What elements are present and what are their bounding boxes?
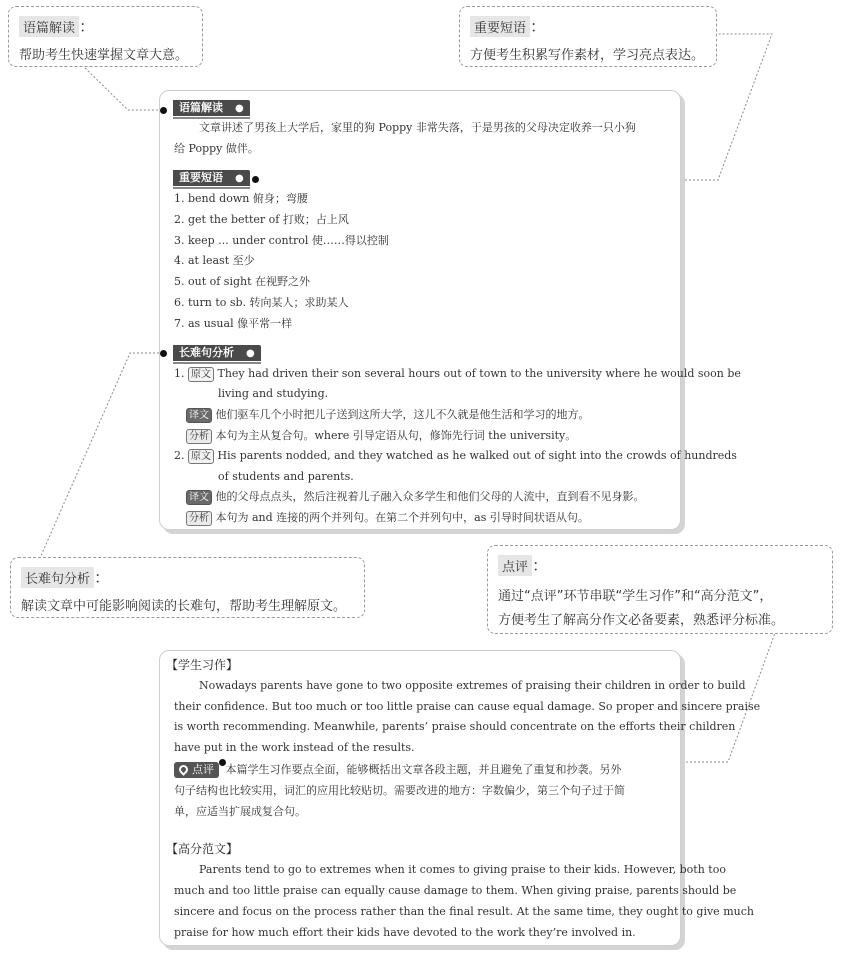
comment-badge-label: 点评 — [192, 763, 214, 776]
location-pin-icon — [177, 763, 190, 776]
phrase-item: 7. as usual 像平常一样 — [174, 317, 293, 330]
callout-colon: ： — [94, 568, 111, 587]
tag-sentence-analysis — [173, 345, 261, 361]
student-essay-line: their confidence. But too much or too little praise can cause equal damage. So proper and sincere praise — [174, 700, 761, 713]
tag-dot-icon: ● — [235, 103, 244, 114]
callout-body: 方便考生积累写作素材，学习亮点表达。 — [470, 48, 705, 63]
student-essay-line: have put in the work instead of the results. — [174, 741, 415, 754]
tag-label: 语篇解读 — [179, 101, 223, 114]
anchor-dot — [160, 107, 167, 114]
model-essay-line: praise for how much effort their kids have devoted to the work they’re involved in. — [174, 926, 636, 939]
comment-text: 本篇学生习作要点全面，能够概括出文章各段主题，并且避免了重复和抄袭。另外 — [225, 763, 622, 776]
anchor-dot — [160, 350, 167, 357]
translation-text: 他们驱车几个小时把儿子送到这所大学，这儿不久就是他生活和学习的地方。 — [215, 408, 590, 421]
callout-key-phrases — [459, 6, 717, 67]
anchor-dot — [219, 759, 226, 766]
callout-passage-reading — [8, 6, 203, 67]
phrase-item: 4. at least 至少 — [174, 254, 255, 267]
tag-label: 重要短语 — [179, 171, 223, 184]
model-essay-title: 【高分范文】 — [166, 842, 239, 856]
callout-colon: ： — [530, 17, 547, 36]
sentence-2-translation — [186, 489, 645, 505]
callout-body: 帮助考生快速掌握文章大意。 — [19, 48, 189, 63]
model-essay-line: much and too little praise can equally cause damage to them. When giving praise, parents should be — [174, 884, 737, 897]
tag-key-phrases — [173, 170, 250, 186]
sentence-2-analysis — [186, 510, 589, 526]
sentence-1-original-cont: living and studying. — [218, 387, 329, 400]
connector-sentences — [40, 353, 163, 558]
model-essay-line: Parents tend to go to extremes when it comes to giving praise to their kids. However, both too — [199, 863, 726, 876]
phrase-item: 2. get the better of 打败；占上风 — [174, 213, 349, 226]
sentence-1-original — [174, 366, 741, 382]
comment-line3: 单，应适当扩展成复合句。 — [174, 805, 306, 818]
anchor-dot — [252, 176, 259, 183]
analysis-text: 本句为主从复合句。where 引导定语从句，修饰先行词 the university。 — [215, 429, 577, 442]
sentence-text: His parents nodded, and they watched as he walked out of sight into the crowds of hundreds — [217, 449, 737, 462]
sentence-number: 1. — [174, 367, 185, 380]
student-essay-line: is worth recommending. Meanwhile, parents’ praise should concentrate on the efforts their children — [174, 720, 736, 733]
label-analysis: 分析 — [186, 511, 212, 526]
callout-title: 语篇解读 — [19, 16, 79, 37]
label-translation: 译文 — [186, 490, 212, 505]
sentence-2-original-cont: of students and parents. — [218, 470, 354, 483]
tag-label: 长难句分析 — [179, 346, 234, 359]
tag-passage-reading — [173, 100, 250, 116]
callout-title: 点评 — [498, 555, 532, 576]
phrase-item: 6. turn to sb. 转向某人；求助某人 — [174, 296, 349, 309]
passage-summary-line2: 给 Poppy 做伴。 — [174, 142, 259, 155]
callout-body: 解读文章中可能影响阅读的长难句，帮助考生理解原文。 — [21, 599, 347, 614]
student-essay-title: 【学生习作】 — [166, 658, 239, 672]
label-analysis: 分析 — [186, 429, 212, 444]
label-translation: 译文 — [186, 408, 212, 423]
callout-sentence-analysis — [10, 557, 365, 618]
translation-text: 他的父母点点头，然后注视着儿子融入众多学生和他们父母的人流中，直到看不见身影。 — [215, 490, 645, 503]
comment-badge — [174, 762, 219, 778]
comment-line1 — [174, 762, 622, 778]
phrase-item: 1. bend down 俯身；弯腰 — [174, 192, 308, 205]
analysis-text: 本句为 and 连接的两个并列句。在第二个并列句中，as 引导时间状语从句。 — [215, 511, 589, 524]
sentence-1-analysis — [186, 428, 576, 444]
passage-summary-line1: 文章讲述了男孩上大学后，家里的狗 Poppy 非常失落，于是男孩的父母决定收养一只小狗 — [199, 121, 636, 134]
callout-comment — [487, 545, 833, 634]
comment-line2: 句子结构也比较实用，词汇的应用比较贴切。需要改进的地方：字数偏少，第三个句子过于简 — [174, 784, 625, 797]
sentence-2-original — [174, 448, 737, 464]
sentence-text: They had driven their son several hours out of town to the university where he would soon be — [217, 367, 741, 380]
callout-colon: ： — [79, 17, 96, 36]
callout-body-line1: 通过“点评”环节串联“学生习作”和“高分范文”， — [498, 589, 773, 604]
callout-colon: ： — [532, 556, 549, 575]
callout-title: 长难句分析 — [21, 567, 94, 588]
sentence-1-translation — [186, 407, 590, 423]
connector-passage — [85, 68, 163, 110]
model-essay-line: sincere and focus on the process rather than the final result. At the same time, they ought to give much — [174, 905, 754, 918]
phrase-item: 5. out of sight 在视野之外 — [174, 275, 311, 288]
callout-title: 重要短语 — [470, 16, 530, 37]
sentence-number: 2. — [174, 449, 185, 462]
phrase-item: 3. keep ... under control 使……得以控制 — [174, 234, 389, 247]
tag-dot-icon: ● — [235, 173, 244, 184]
tag-dot-icon: ● — [246, 348, 255, 359]
label-original: 原文 — [188, 367, 214, 382]
student-essay-line: Nowadays parents have gone to two opposite extremes of praising their children in order to build — [199, 679, 746, 692]
label-original: 原文 — [188, 449, 214, 464]
callout-body-line2: 方便考生了解高分作文必备要素，熟悉评分标准。 — [498, 613, 785, 628]
